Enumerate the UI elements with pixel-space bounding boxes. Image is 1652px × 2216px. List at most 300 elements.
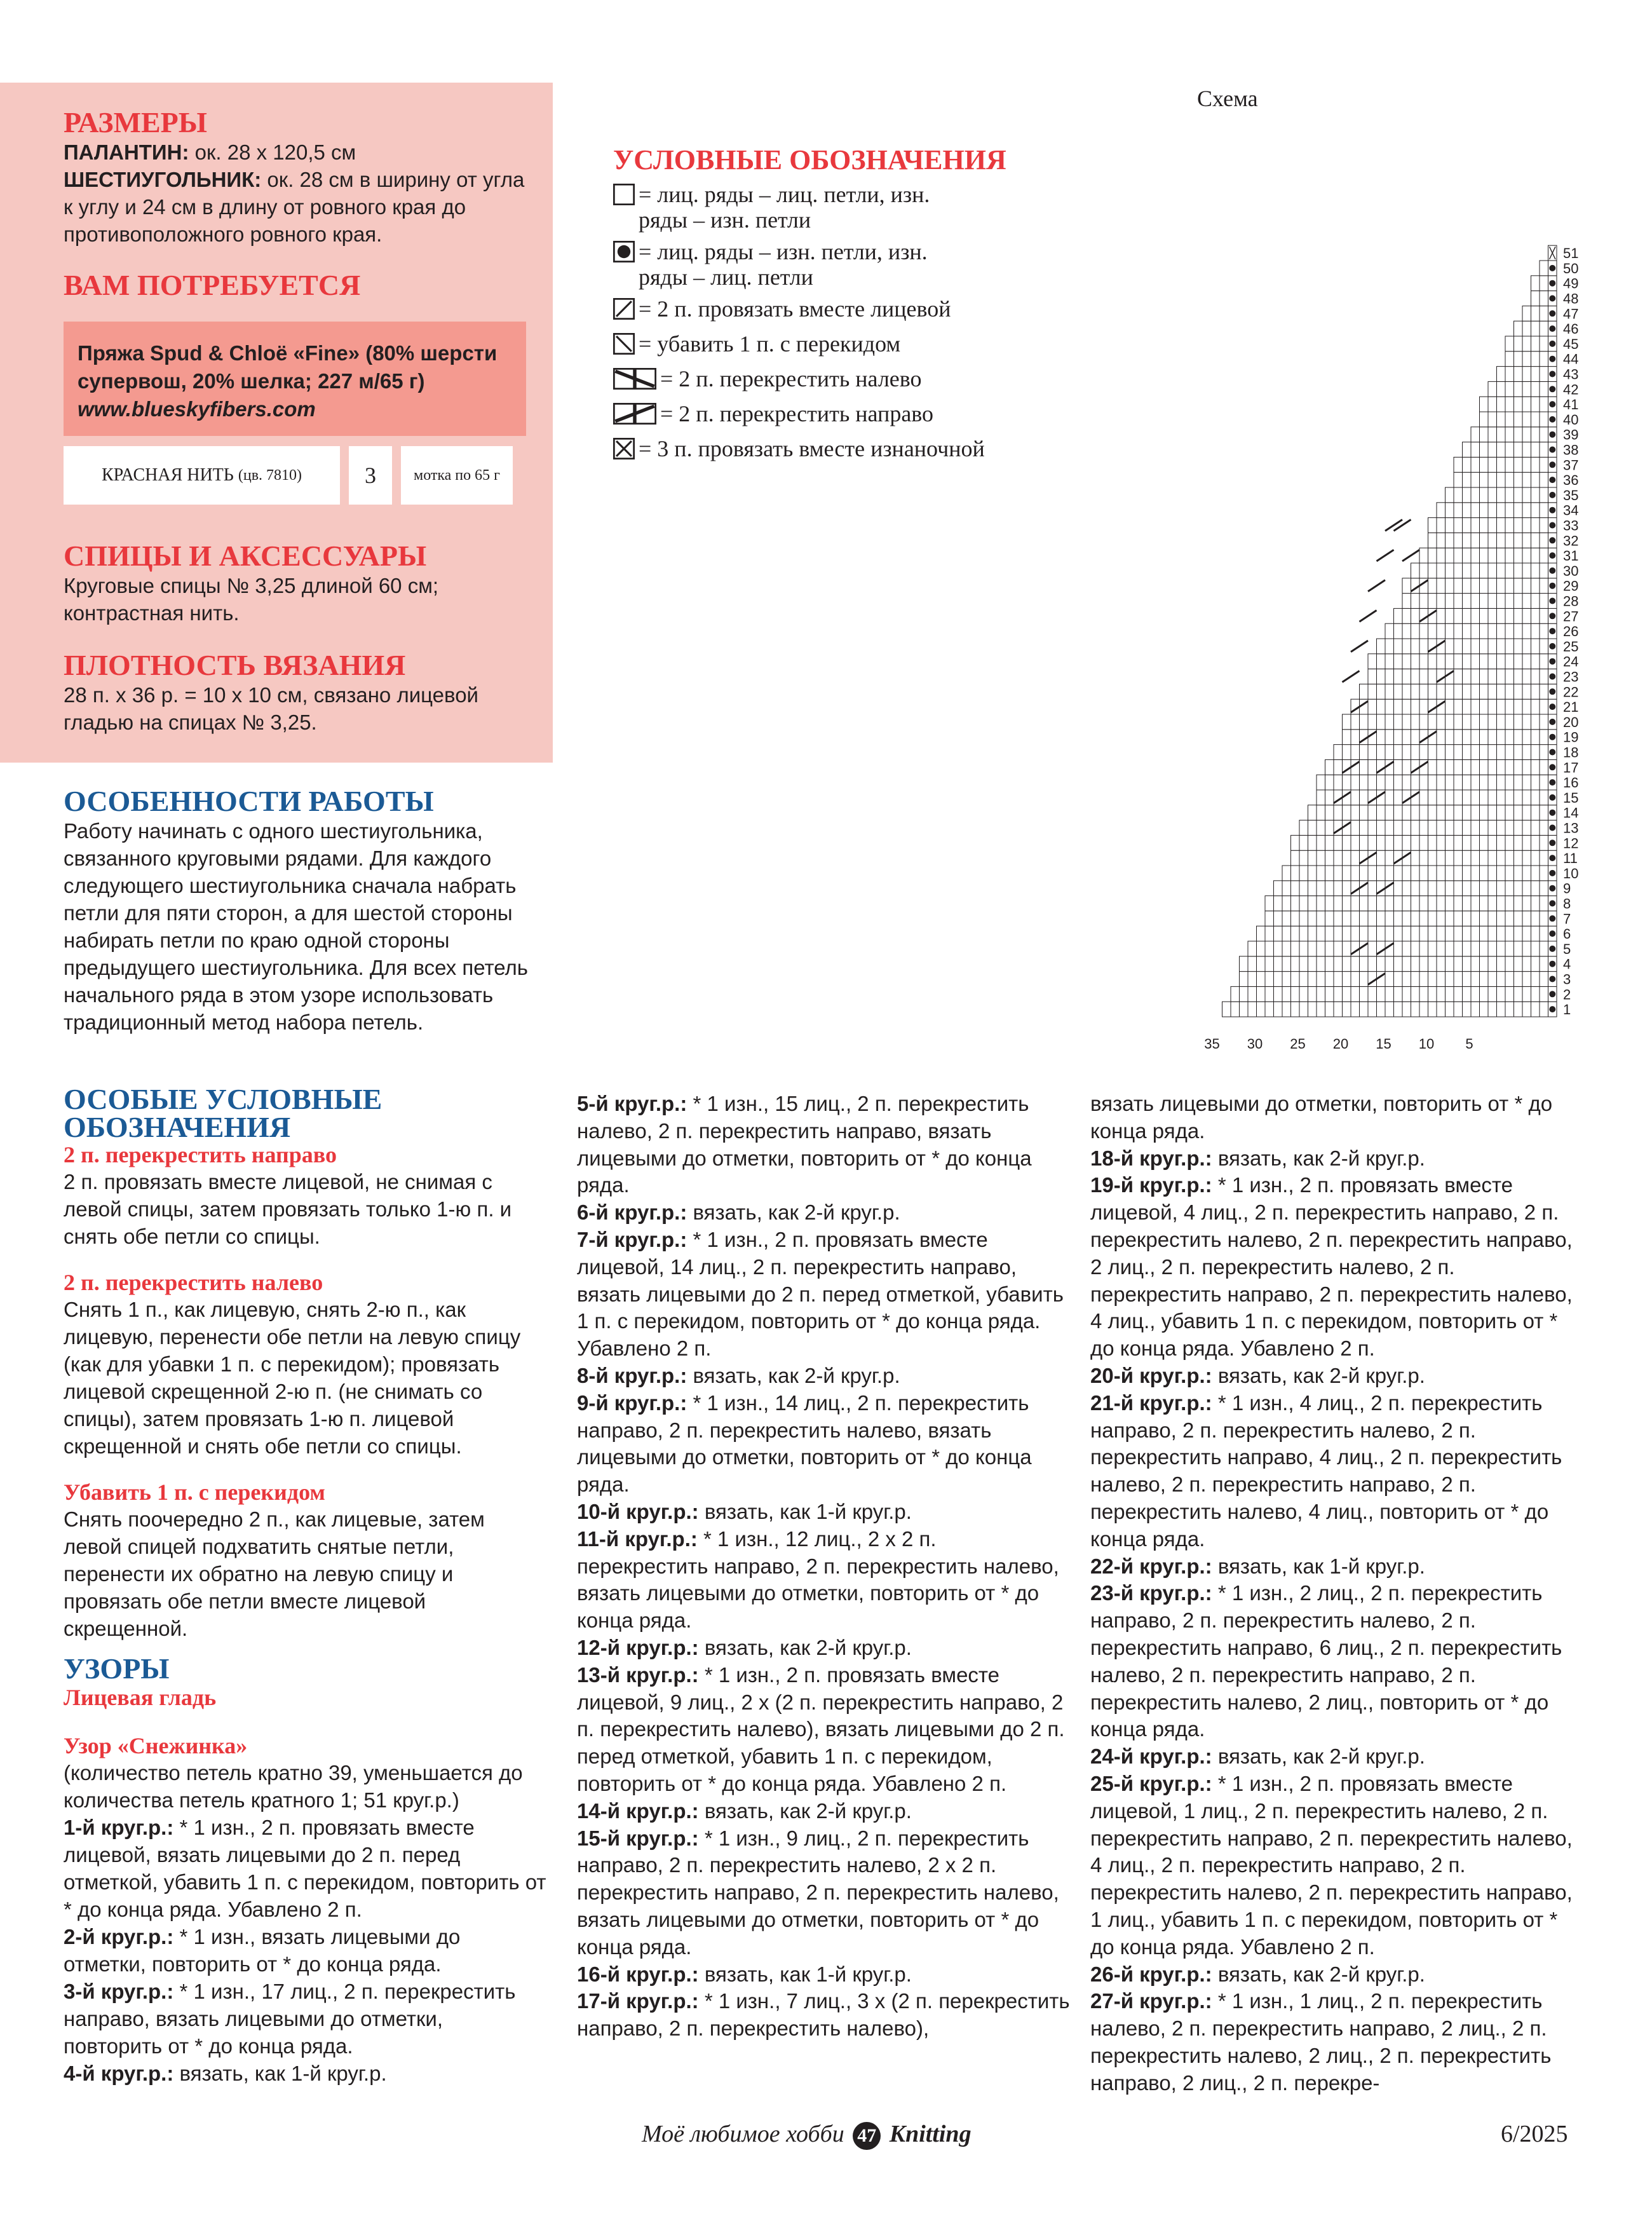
chart-cell: [1531, 941, 1540, 956]
chart-cell: [1428, 714, 1437, 730]
chart-cell: [1411, 850, 1420, 866]
chart-cell: [1463, 926, 1472, 941]
chart-cell: [1497, 850, 1506, 866]
chart-cell: [1394, 654, 1403, 669]
chart-cell: [1325, 972, 1334, 987]
round-instruction: [1090, 1145, 1586, 1173]
chart-cell: [1488, 503, 1497, 518]
chart-cell: [1471, 775, 1480, 790]
chart-cell: [1454, 503, 1463, 518]
chart-cell: [1531, 654, 1540, 669]
chart-cell: [1505, 397, 1514, 412]
chart-cell: [1531, 820, 1540, 836]
footer-left: [642, 2120, 972, 2150]
chart-cell: [1428, 518, 1437, 533]
row-number: 3: [1563, 971, 1571, 988]
chart-cell: [1454, 457, 1463, 472]
chart-cell: [1480, 427, 1489, 442]
chart-cell: [1531, 548, 1540, 563]
chart-cell: [1428, 578, 1437, 594]
chart-cell: [1377, 714, 1386, 730]
chart-cell: [1343, 956, 1351, 972]
chart-cell: [1488, 926, 1497, 941]
chart-cell: [1368, 669, 1377, 684]
chart-cell: [1274, 926, 1283, 941]
chart-cell: [1317, 956, 1325, 972]
chart-cell: [1377, 986, 1386, 1002]
purl-dot: [1549, 976, 1555, 982]
chart-cell: [1463, 866, 1472, 881]
chart-cell: [1522, 956, 1531, 972]
x-tick-label: 15: [1376, 1036, 1391, 1052]
chart-cell: [1428, 850, 1437, 866]
chart-cell: [1419, 684, 1428, 699]
chart-cell: [1377, 669, 1386, 684]
chart-cell: [1437, 533, 1446, 548]
chart-cell: [1471, 926, 1480, 941]
chart-cell: [1514, 381, 1523, 397]
chart-cell: [1463, 714, 1472, 730]
round-label: 6-й круг.р.:: [577, 1200, 687, 1225]
chart-cell: [1540, 835, 1548, 850]
rounds-col-2: [577, 1091, 1073, 2043]
chart-cell: [1411, 972, 1420, 987]
chart-cell: [1411, 639, 1420, 654]
chart-cell: [1471, 911, 1480, 926]
chart-cell: [1377, 639, 1386, 654]
chart-cell: [1463, 790, 1472, 805]
chart-cell: [1454, 850, 1463, 866]
purl-dot: [1549, 915, 1555, 921]
magazine-name: Моё любимое хобби: [642, 2121, 844, 2147]
chart-cell: [1437, 850, 1446, 866]
chart-cell: [1257, 926, 1266, 941]
chart-cell: [1497, 941, 1506, 956]
chart-cell: [1385, 775, 1394, 790]
chart-cell: [1540, 926, 1548, 941]
color-label: КРАСНАЯ НИТЬ: [101, 465, 234, 485]
chart-cell: [1505, 594, 1514, 609]
features-section: [64, 785, 553, 1036]
round-label: 26-й круг.р.:: [1090, 1962, 1212, 1986]
chart-cell: [1368, 881, 1377, 896]
chart-cell: [1480, 608, 1489, 623]
chart-cell: [1540, 896, 1548, 911]
chart-cell: [1377, 956, 1386, 972]
chart-cell: [1385, 745, 1394, 760]
chart-cell: [1522, 866, 1531, 881]
round-label: 13-й круг.р.:: [577, 1662, 699, 1687]
chart-cell: [1480, 941, 1489, 956]
chart-cell: [1394, 986, 1403, 1002]
chart-cell: [1368, 896, 1377, 911]
purl-dot: [1549, 461, 1555, 468]
round-label: 4-й круг.р.:: [64, 2062, 174, 2085]
chart-cell: [1360, 835, 1369, 850]
chart-cell: [1351, 714, 1360, 730]
purl-dot: [1549, 930, 1555, 937]
chart-cell: [1463, 956, 1472, 972]
chart-cell: [1540, 306, 1548, 321]
chart-cell: [1454, 835, 1463, 850]
chart-cell: [1471, 563, 1480, 578]
round-label: 9-й круг.р.:: [577, 1390, 687, 1415]
chart-cell: [1522, 351, 1531, 367]
chart-cell: [1446, 941, 1454, 956]
chart-cell: [1377, 896, 1386, 911]
chart-cell: [1463, 578, 1472, 594]
chart-cell: [1428, 623, 1437, 639]
chart-cell: [1308, 881, 1317, 896]
chart-cell: [1463, 639, 1472, 654]
chart-cell: [1522, 623, 1531, 639]
chart-cell: [1385, 972, 1394, 987]
chart-cell: [1446, 699, 1454, 714]
chart-cell: [1471, 745, 1480, 760]
purl-dot: [1549, 688, 1555, 695]
chart-cell: [1505, 472, 1514, 487]
chart-cell: [1437, 805, 1446, 820]
chart-cell: [1463, 487, 1472, 503]
chart-cell: [1471, 805, 1480, 820]
chart-cell: [1522, 805, 1531, 820]
row-number: 19: [1563, 729, 1579, 745]
chart-cell: [1505, 487, 1514, 503]
chart-cell: [1454, 639, 1463, 654]
round-instruction: [64, 1978, 546, 2060]
round-label: 16-й круг.р.:: [577, 1962, 699, 1986]
row-number: 32: [1563, 533, 1579, 549]
yarn-box: [64, 322, 526, 436]
unit-cell: мотка по 65 г: [401, 446, 513, 505]
chart-cell: [1419, 986, 1428, 1002]
round-label: 14-й круг.р.:: [577, 1798, 699, 1823]
chart-cell: [1480, 518, 1489, 533]
chart-cell: [1505, 835, 1514, 850]
chart-cell: [1282, 866, 1291, 881]
chart-cell: [1463, 518, 1472, 533]
chart-cell: [1437, 926, 1446, 941]
round-text: вязать, как 2-й круг.р.: [687, 1200, 900, 1225]
chart-cell: [1488, 442, 1497, 458]
chart-cell: [1454, 533, 1463, 548]
chart-cell: [1351, 956, 1360, 972]
chart-cell: [1488, 457, 1497, 472]
chart-cell: [1522, 759, 1531, 775]
chart-cell: [1454, 866, 1463, 881]
chart-cell: [1454, 986, 1463, 1002]
chart-cell: [1480, 684, 1489, 699]
chart-cell: [1463, 835, 1472, 850]
row-number: 6: [1563, 926, 1571, 942]
chart-cell: [1394, 623, 1403, 639]
row-number: 26: [1563, 623, 1579, 640]
round-label: 24-й круг.р.:: [1090, 1744, 1212, 1769]
chart-cell: [1497, 503, 1506, 518]
chart-cell: [1471, 457, 1480, 472]
chart-cell: [1446, 911, 1454, 926]
chart-cell: [1471, 881, 1480, 896]
chart-cell: [1531, 623, 1540, 639]
chart-cell: [1385, 805, 1394, 820]
chart-cell: [1308, 866, 1317, 881]
chart-cell: [1377, 820, 1386, 836]
chart-cell: [1437, 972, 1446, 987]
hexagon-label: ШЕСТИУГОЛЬНИК:: [64, 168, 262, 191]
chart-cell: [1428, 881, 1437, 896]
round-label: 3-й круг.р.:: [64, 1980, 174, 2003]
gauge-section: [64, 649, 546, 736]
chart-cell: [1385, 850, 1394, 866]
chart-cell: [1531, 503, 1540, 518]
chart-cell: [1334, 941, 1343, 956]
chart-cell: [1394, 745, 1403, 760]
chart-cell: [1531, 881, 1540, 896]
yarn-site: www.blueskyfibers.com: [78, 397, 316, 421]
round-label: 2-й круг.р.:: [64, 1925, 174, 1948]
chart-cell: [1394, 1002, 1403, 1017]
chart-cell: [1299, 911, 1308, 926]
chart-cell: [1368, 911, 1377, 926]
row-number: 4: [1563, 956, 1571, 972]
chart-cell: [1446, 518, 1454, 533]
chart-cell: [1360, 775, 1369, 790]
purl-dot: [1549, 583, 1555, 589]
round-instruction: [1090, 1771, 1586, 1961]
chart-cell: [1385, 654, 1394, 669]
chart-cell: [1334, 896, 1343, 911]
chart-cell: [1411, 745, 1420, 760]
round-text: * 1 изн., 2 п. провязать вместе лицевой, 9 лиц., 2 х (2 п. перекрестить направо, 2 п. перекрестить налево), вязать лицевыми до 2 п. перед отметкой, убавить 1 п. с перекидом, повторить от * до конца ряда. Убавлено 2 п.: [577, 1662, 1065, 1795]
chart-cell: [1446, 730, 1454, 745]
chart-cell: [1514, 669, 1523, 684]
chart-cell: [1334, 775, 1343, 790]
purl-dot: [1549, 371, 1555, 377]
row-number: 9: [1563, 880, 1571, 897]
round-text: * 1 изн., вязать лицевыми до отметки, повторить от * до конца ряда.: [64, 1925, 461, 1976]
chart-cell: [1497, 623, 1506, 639]
chart-cell: [1419, 639, 1428, 654]
chart-cell: [1428, 669, 1437, 684]
chart-cell: [1368, 654, 1377, 669]
needles-section: [64, 540, 546, 627]
chart-cell: [1411, 699, 1420, 714]
chart-cell: [1428, 594, 1437, 609]
chart-cell: [1282, 881, 1291, 896]
chart-cell: [1325, 1002, 1334, 1017]
row-number: 50: [1563, 260, 1579, 276]
chart-cell: [1531, 321, 1540, 336]
chart-cell: [1257, 972, 1266, 987]
chart-cell: [1368, 684, 1377, 699]
purl-dot: [1549, 825, 1555, 831]
ssk-icon: [613, 333, 635, 360]
chart-cell: [1240, 956, 1249, 972]
chart-cell: [1308, 986, 1317, 1002]
issue-number: 6/2025: [1501, 2121, 1568, 2147]
yarn-desc: Пряжа Spud & Chloë «Fine» (80% шерсти супервош, 20% шелка; 227 м/65 г): [78, 341, 498, 393]
round-instruction: [1090, 1091, 1586, 1145]
round-instruction: [577, 1988, 1073, 2043]
chart-cell: [1497, 397, 1506, 412]
chart-cell: [1463, 563, 1472, 578]
chart-cell: [1463, 608, 1472, 623]
row-number: 46: [1563, 321, 1579, 337]
chart-cell: [1540, 820, 1548, 836]
chart-cell: [1488, 941, 1497, 956]
chart-cell: [1514, 608, 1523, 623]
chart-cell: [1411, 669, 1420, 684]
chart-cell: [1402, 941, 1411, 956]
row-number: 17: [1563, 759, 1579, 776]
chart-cell: [1540, 578, 1548, 594]
chart-cell: [1351, 805, 1360, 820]
chart-cell: [1428, 941, 1437, 956]
chart-cell: [1471, 759, 1480, 775]
chart-cell: [1446, 654, 1454, 669]
chart-cell: [1514, 503, 1523, 518]
stole-size: ок. 28 х 120,5 см: [189, 140, 356, 164]
chart-cell: [1531, 926, 1540, 941]
chart-cell: [1497, 775, 1506, 790]
chart-cell: [1514, 563, 1523, 578]
chart-cell: [1540, 291, 1548, 306]
chart-cell: [1522, 745, 1531, 760]
chart-cell: [1540, 412, 1548, 427]
chart-cell: [1265, 986, 1274, 1002]
chart-cell: [1514, 336, 1523, 351]
chart-cell: [1454, 714, 1463, 730]
chart-cell: [1308, 956, 1317, 972]
chart-cell: [1514, 911, 1523, 926]
chart-cell: [1540, 321, 1548, 336]
chart-cell: [1343, 730, 1351, 745]
round-instruction: [1090, 1390, 1586, 1553]
row-number: 33: [1563, 517, 1579, 534]
chart-cell: [1454, 956, 1463, 972]
chart-cell: [1471, 866, 1480, 881]
chart-cell: [1488, 623, 1497, 639]
legend-text: = 2 п. перекрестить направо: [660, 401, 934, 426]
chart-cell: [1437, 518, 1446, 533]
chart-cell: [1522, 699, 1531, 714]
chart-cell: [1514, 1002, 1523, 1017]
chart-cell: [1463, 911, 1472, 926]
chart-cell: [1325, 986, 1334, 1002]
chart-cell: [1360, 911, 1369, 926]
chart-cell: [1437, 911, 1446, 926]
chart-cell: [1497, 472, 1506, 487]
round-text: вязать, как 1-й круг.р.: [173, 2062, 387, 2085]
chart-cell: [1446, 835, 1454, 850]
chart-cell: [1419, 926, 1428, 941]
chart-cell: [1514, 714, 1523, 730]
chart-cell: [1325, 881, 1334, 896]
chart-cell: [1446, 563, 1454, 578]
cross-mark: [1360, 610, 1377, 622]
round-label: 20-й круг.р.:: [1090, 1363, 1212, 1387]
chart-cell: [1488, 518, 1497, 533]
round-instruction: [577, 1635, 1073, 1662]
chart-cell: [1505, 351, 1514, 367]
round-label: 25-й круг.р.:: [1090, 1771, 1212, 1795]
chart-cell: [1351, 926, 1360, 941]
chart-cell: [1454, 654, 1463, 669]
chart-cell: [1497, 881, 1506, 896]
chart-cell: [1471, 896, 1480, 911]
chart-cell: [1540, 336, 1548, 351]
need-title: ВАМ ПОТРЕБУЕТСЯ: [64, 269, 361, 301]
round-instruction: [64, 1923, 546, 1978]
row-number: 30: [1563, 562, 1579, 579]
chart-cell: [1360, 759, 1369, 775]
purl-dot: [1549, 643, 1555, 649]
chart-cell: [1497, 699, 1506, 714]
legend-text: = лиц. ряды – изн. петли, изн. ряды – лиц. петли: [639, 239, 928, 290]
chart-cell: [1514, 820, 1523, 836]
chart-cell: [1437, 866, 1446, 881]
chart-cell: [1419, 790, 1428, 805]
row-number: 16: [1563, 775, 1579, 791]
chart-cell: [1522, 911, 1531, 926]
chart-cell: [1454, 941, 1463, 956]
chart-cell: [1437, 714, 1446, 730]
chart-cell: [1325, 911, 1334, 926]
chart-cell: [1411, 684, 1420, 699]
chart-cell: [1505, 881, 1514, 896]
chart-cell: [1497, 457, 1506, 472]
chart-cell: [1343, 941, 1351, 956]
round-instruction: [577, 1199, 1073, 1227]
chart-cell: [1325, 775, 1334, 790]
chart-cell: [1463, 472, 1472, 487]
chart-cell: [1488, 608, 1497, 623]
row-number: 11: [1563, 850, 1578, 867]
chart-cell: [1463, 850, 1472, 866]
round-text: * 1 изн., 2 лиц., 2 п. перекрестить направо, 2 п. перекрестить налево, 2 п. перекрестить направо, 6 лиц., 2 п. перекрестить налево, 2 п. перекрестить направо, 2 п. перекрестить налево, 2 лиц., повторить от * до конца ряда.: [1090, 1581, 1562, 1741]
chart-cell: [1480, 503, 1489, 518]
chart-cell: [1505, 941, 1514, 956]
snowflake-title: Узор «Снежинка»: [64, 1733, 248, 1758]
chart-cell: [1531, 775, 1540, 790]
chart-cell: [1257, 941, 1266, 956]
chart-cell: [1265, 896, 1274, 911]
chart-cell: [1540, 745, 1548, 760]
chart-cell: [1531, 759, 1540, 775]
chart-cell: [1488, 820, 1497, 836]
chart-cell: [1488, 896, 1497, 911]
chart-cell: [1360, 866, 1369, 881]
chart-cell: [1540, 261, 1548, 276]
chart-cell: [1334, 1002, 1343, 1017]
chart-cell: [1446, 805, 1454, 820]
chart-cell: [1505, 730, 1514, 745]
chart-cell: [1385, 926, 1394, 941]
chart-cell: [1360, 745, 1369, 760]
chart-cell: [1497, 759, 1506, 775]
chart-cell: [1514, 790, 1523, 805]
purl-dot: [1549, 961, 1555, 967]
chart-cell: [1437, 881, 1446, 896]
chart-cell: [1334, 956, 1343, 972]
chart-cell: [1540, 472, 1548, 487]
cross-mark: [1368, 580, 1385, 592]
purl-dot: [1549, 855, 1555, 861]
chart-cell: [1531, 427, 1540, 442]
knit-stitch-icon: [613, 184, 635, 210]
purl-dot: [1549, 386, 1555, 392]
chart-cell: [1428, 563, 1437, 578]
